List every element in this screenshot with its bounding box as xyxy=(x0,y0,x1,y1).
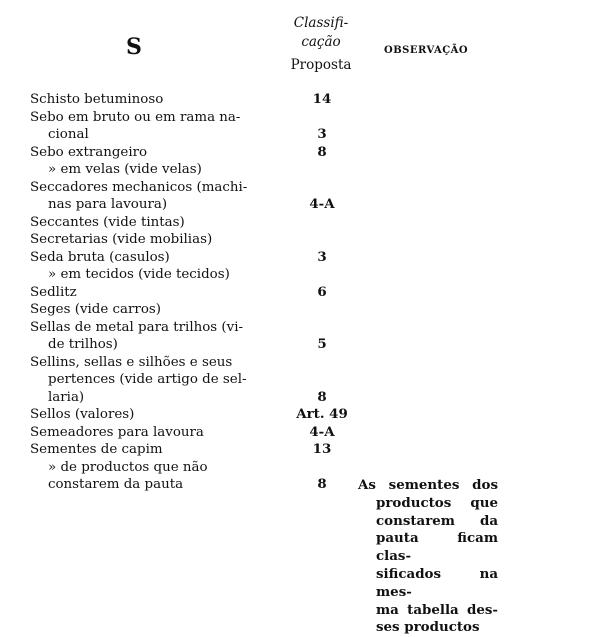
table-row xyxy=(30,459,590,477)
entry-classification: 3 xyxy=(317,248,327,265)
table-row xyxy=(30,161,590,179)
observation-note-line: ma tabella des- xyxy=(376,601,498,618)
entry-text: de trilhos) xyxy=(48,337,118,352)
classification-header xyxy=(276,14,366,75)
table-row xyxy=(30,214,590,232)
table-row xyxy=(30,371,590,389)
entry-text: Sellas de metal para trilhos (vi- xyxy=(30,319,244,335)
entry-classification: 6 xyxy=(317,283,327,300)
table-row xyxy=(30,424,590,442)
classification-header-line2: cação xyxy=(301,34,341,50)
entry-text: Sebo extrangeiro xyxy=(30,144,148,160)
entry-text: laria) xyxy=(48,389,85,405)
table-row xyxy=(30,231,590,249)
table-row xyxy=(30,266,590,284)
observation-note xyxy=(358,477,498,637)
entry-text: Seges (vide carros) xyxy=(30,302,161,317)
section-letter: S xyxy=(126,34,142,60)
entry-classification: 4-A xyxy=(309,423,335,440)
classification-header-line3: Proposta xyxy=(290,57,352,73)
table-row xyxy=(30,389,590,407)
entry-list xyxy=(30,91,590,494)
entry-text: pertences (vide artigo de sel- xyxy=(48,372,247,387)
entry-text: cional xyxy=(48,127,89,142)
table-row xyxy=(30,91,590,109)
entry-classification: 8 xyxy=(317,388,327,405)
entry-text: constarem da pauta xyxy=(48,477,184,492)
table-row xyxy=(30,284,590,302)
table-row xyxy=(30,301,590,319)
entry-text: Sellos (valores) xyxy=(30,407,135,422)
entry-text: Sebo em bruto ou em rama na- xyxy=(30,109,241,125)
table-row xyxy=(30,109,590,127)
table-row xyxy=(30,476,590,494)
entry-classification: 13 xyxy=(312,441,332,457)
table-row xyxy=(30,406,590,424)
table-row xyxy=(30,249,590,267)
entry-text: » em velas (vide velas) xyxy=(48,162,202,177)
observation-note-line: pauta ficam clas- xyxy=(376,530,498,565)
entry-text: » de productos que não xyxy=(48,459,208,475)
table-row xyxy=(30,441,590,459)
entry-classification: Art. 49 xyxy=(296,406,348,422)
entry-text: Sellins, sellas e silhões e seus xyxy=(30,354,233,370)
entry-text: Secretarias (vide mobilias) xyxy=(30,232,213,247)
entry-text: Seccantes (vide tintas) xyxy=(30,214,185,230)
entry-classification: 5 xyxy=(317,336,327,352)
entry-text: Seda bruta (casulos) xyxy=(30,249,170,265)
entry-classification: 8 xyxy=(317,476,327,492)
entry-text: Semeadores para lavoura xyxy=(30,424,204,440)
observation-header: OBSERVAÇÃO xyxy=(384,45,469,56)
table-row xyxy=(30,196,590,214)
table-row xyxy=(30,144,590,162)
entry-classification: 4-A xyxy=(309,196,335,212)
table-row xyxy=(30,336,590,354)
entry-text: Seccadores mechanicos (machi- xyxy=(30,179,248,195)
table-row xyxy=(30,354,590,372)
table-row xyxy=(30,179,590,197)
entry-text: nas para lavoura) xyxy=(48,197,168,212)
entry-text: Sementes de capim xyxy=(30,442,163,457)
observation-note-line: constarem da xyxy=(376,512,498,529)
entry-text: Schisto betuminoso xyxy=(30,92,164,107)
observation-note-line: ses productos xyxy=(376,619,480,636)
observation-note-line: productos que xyxy=(376,494,498,511)
observation-note-line: As sementes dos xyxy=(358,477,498,493)
entry-classification: 14 xyxy=(312,91,332,107)
entry-classification: 8 xyxy=(317,143,327,160)
entry-text: » em tecidos (vide tecidos) xyxy=(48,267,230,282)
entry-text: Sedlitz xyxy=(30,284,77,300)
observation-note-line: sificados na mes- xyxy=(376,565,498,600)
entry-classification: 3 xyxy=(317,126,327,142)
classification-header-line1: Classifi- xyxy=(293,15,349,31)
table-row xyxy=(30,126,590,144)
table-row xyxy=(30,319,590,337)
